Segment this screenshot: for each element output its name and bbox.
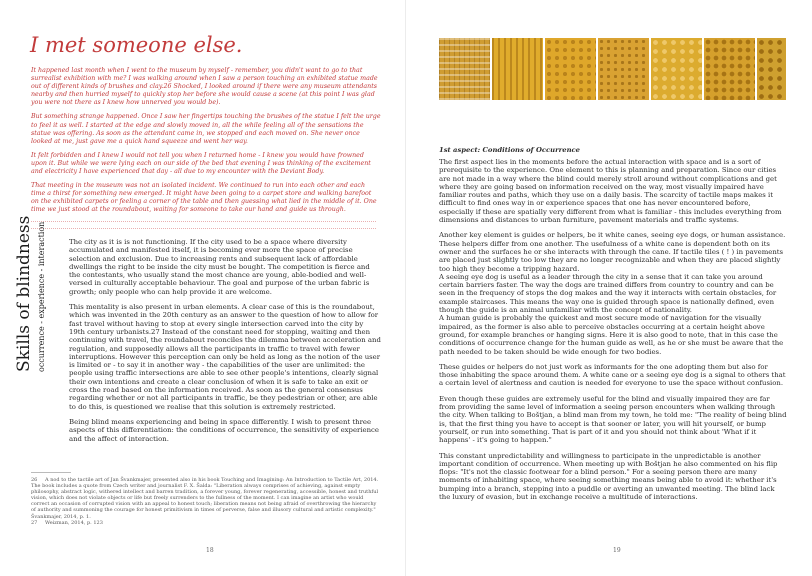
footnote xyxy=(31,520,381,526)
story-paragraph: It happened last month when I went to the museum by myself - remember, you didn't want to go to that surrealist exhibition with me? I was walking around when I saw a person touching an exhibited statue made out of different kinds of brushes and clay.26 Shocked, I looked around if there were any museum attendants nearby and then hurried myself to quickly stop her before she would cause a scene (at this point I was glad you were not there as I knew how unnerved you would be). xyxy=(31,67,378,107)
right-page xyxy=(406,0,812,576)
body-paragraph: A human guide is probably the quickest and most secure mode of navigation for the visually impaired, as the former is also able to perceive obstacles occurring at a certain height above ground, for example branches or hanging signs. Here it is also good to note, that in this case the conditions of occurrence change for the human guide as well, as he or she must be aware that the path needed to be taken should be wide enough for two bodies. xyxy=(439,314,784,356)
footnotes xyxy=(31,477,381,527)
tactile-swatch-7 xyxy=(757,38,786,100)
body-paragraph: Even though these guides are extremely useful for the blind and visually impaired they are far from providing the same level of information a seeing person encounters when walking through the city. When talking to Boštjan, a blind man from my town, he told me: "The reality of being blind is, that the first thing you have to accept is that sooner or later, you will hit yourself, or bump yourself, or run into something. That is part of it and you should not think about 'What if it happens' - it's going to happen." xyxy=(439,394,787,445)
body-paragraph: The city as it is is not functioning. If the city used to be a space where diversity accumulated and manifested itself, it is becoming ever more the space of precise selection and exclusion. Due to increasing rents and subsequent lack of affordable dwellings the right to be inside the city must be bought. The competition is fierce and the contestants, who usually stand the most chance are young, able-bodied and well-versed in culturally acceptable behaviour. The goal and purpose of the urban fabric is growth; only people who can help provide it are welcome. xyxy=(69,238,370,296)
right-body-text xyxy=(439,158,787,508)
tactile-swatch-5 xyxy=(651,38,702,100)
body-paragraph: This constant unpredictability and willingness to participate in the unpredictable is another important condition of occurrence. When meeting up with Boštjan he also commented on his flip flops: "It's not the classic footwear for a blind person." For a seeing person there are many moments of inhabiting space, where seeing something means being able to avoid it: whether it's bumping into a branch, stepping into a puddle or averting an unwanted meeting. The blind lack the luxury of evasion, but in exchange receive a multitude of interactions. xyxy=(439,451,778,501)
left-body-text xyxy=(69,238,381,450)
body-paragraph: The first aspect lies in the moments before the actual interaction with space and is a sort of prerequisite to the experience. One element to this is planning and preparation. Since our cities are not made in a way where the blind could merely stroll around without complications and get where they are going based on information received on the way, most visually impaired have familiar routes and paths, which they use on a daily basis. The scarcity of tactile maps makes it difficult to find ones way in or experience spaces that one has never encountered before, especially if these are spatially very different from what is familiar - this includes everything from dimensions and distances to urban furniture, pavement materials and traffic systems. xyxy=(439,158,782,225)
chapter-heading xyxy=(14,215,64,372)
tactile-swatch-3 xyxy=(545,38,596,100)
footnote-number: 26 xyxy=(31,477,38,483)
chapter-subtitle: occurrence - experience - interaction xyxy=(37,221,46,372)
body-paragraph: This mentality is also present in urban elements. A clear case of this is the roundabout, which was invented in the 20th century as an answer to the question of how to allow for fast travel without having to stop at every single intersection carved into the city by 19th century urbanists.27 Instead of the constant need for stopping, waiting and then continuing with travel, the roundabout reconciles the dilemma between acceleration and regulation, and supposedly allows all the participants in traffic to travel with fewer interruptions. However this perception can only be held as long as the notion of the user is limited or - to say it in another way - the capabilities of the user are unlimited: the people using traffic intersections are able to see other people's intentions, clearly signal their own intentions and create a clear conclusion of when it is safe to take an exit or cross the road based on the information received. As soon as the general consensus regarding whether or not all participants in traffic, be they pedestrian or other, are able to do this, is questioned we realise that this solution is extremely restricted. xyxy=(69,303,381,411)
tactile-swatch-4 xyxy=(598,38,649,100)
page-number: 18 xyxy=(206,547,214,554)
story-paragraph: But something strange happened. Once I saw her fingertips touching the brushes of the statue I felt the urge to feel it as well. I started at the edge and slowly moved in, all the while feeling all of the sensations the statue was offering. As soon as the attendant came in, we stopped and each moved on. She never once looked at me, just gave me a quick hand squeeze and went her way. xyxy=(31,113,381,145)
footnote-text: A nod to the tactile art of Jan Švankmajer, presented also in his book Touching and Imagining: An Introduction to Tactile Art, 2014. The book includes a quote from Czech writer and journalist F. X. Šalda: "Liberation always comprises of achieving, against empty philosophy, abstract logic, withered intellect and barren tradition, a forever young, forever regenerating, accessible, honest and truthful vision, which does not violate objects or life but freely surrenders to the fullness of the moment. I can imagine an artist who would correct an occasion of corrupted vision with an appeal to honest touch; liberation means not being afraid of overthrowing the hierarchy of authority and summoning the courage for honest primitivism in times of perverse, false and illusory cultural and artistic complexity." Švankmajer, 2014, p. 1. xyxy=(31,477,379,520)
body-paragraph: Another key element is guides or helpers, be it white canes, seeing eye dogs, or human assistance. These helpers differ from one another. The usefulness of a white cane is dependent both on its owner and the surfaces he or she interacts with through the cane. If tactile tiles ( ! ) in pavements are placed just slightly too low they are no longer recognizable and when they are placed slightly too high they become a tripping hazard. xyxy=(439,231,786,273)
tactile-swatch-1 xyxy=(439,38,490,100)
tactile-swatch-2 xyxy=(492,38,543,100)
story-paragraph: That meeting in the museum was not an isolated incident. We continued to run into each other and each time a thirst for something new emerged. It might have been going to a carpet store and walking barefoot on the exhibited carpets or feeling a corner of the table and then guessing what lied in the middle of it. One time we just stood at the roundabout, waiting for someone to take our hand and guide us through. xyxy=(31,182,377,214)
footnote-number: 27 xyxy=(31,520,38,527)
story-paragraph: It felt forbidden and I knew I would not tell you when I returned home - I knew you would have frowned upon it. But while we were lying each on our side of the bed that evening I was thinking of the excitement and electricity I have experienced that day - all due to my encounter with the Deviant Body. xyxy=(31,151,371,176)
section-heading: 1st aspect: Conditions of Occurrence xyxy=(439,146,580,154)
footnote xyxy=(31,477,381,520)
body-paragraph: These guides or helpers do not just work as informants for the one adopting them but also for those inhabiting the space around them. A white cane or a seeing eye dog is a signal to others that a certain level of alertness and caution is needed for everyone to use the space without confusion. xyxy=(439,362,786,388)
left-page xyxy=(0,0,405,576)
footnote-rule xyxy=(31,472,71,473)
tactile-swatch-6 xyxy=(704,38,755,100)
story-divider xyxy=(31,221,376,229)
page-title: I met someone else. xyxy=(30,33,243,57)
footnote-text: Weizman, 2014, p. 123 xyxy=(45,520,103,527)
chapter-title: Skills of blindness xyxy=(14,215,34,372)
story-text xyxy=(31,67,381,221)
body-paragraph: Being blind means experiencing and being in space differently. I wish to present three aspects of this differentiation: the conditions of occurrence, the sensitivity of experience and the affect of interaction. xyxy=(69,417,379,443)
page-number: 19 xyxy=(613,547,621,554)
body-paragraph: A seeing eye dog is useful as a leader through the city in a sense that it can take you around certain barriers faster. The way the dogs are trained differs from country to country and can be seen in the frequency of stops the dog makes and the way it interacts with certain obstacles, for example staircases. This means the way one is guided through space is nationally defined, even though the guide is an animal unfamiliar with the concept of nationality. xyxy=(439,272,777,315)
